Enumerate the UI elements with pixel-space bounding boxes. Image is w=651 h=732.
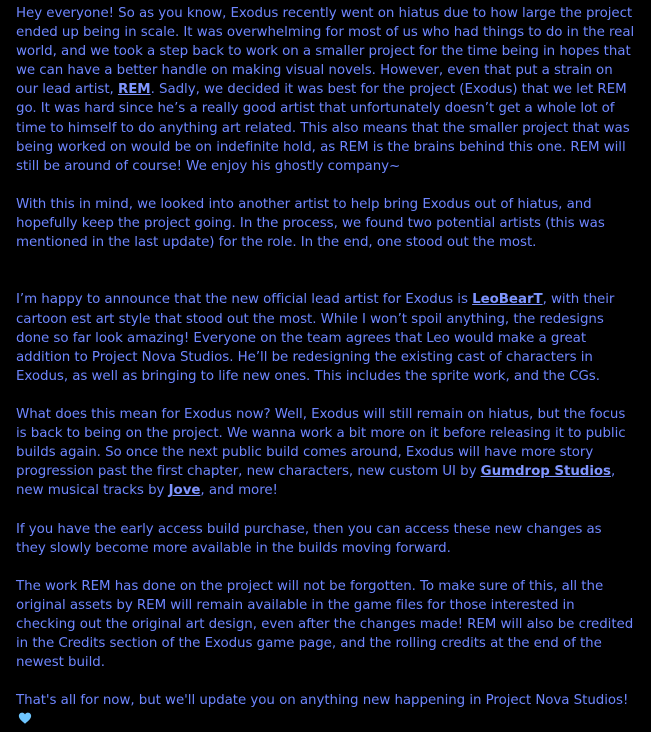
paragraph-4-text-b: , new musical tracks by [16, 464, 616, 499]
paragraph-4-text-c: , and more! [200, 483, 278, 499]
leobeart-link[interactable]: LeoBearT [472, 292, 543, 308]
paragraph-7-text: That's all for now, but we'll update you on anything new happening in Project Nova Studios! [16, 693, 629, 709]
paragraph-1 [16, 4, 635, 176]
gumdrop-studios-link[interactable]: Gumdrop Studios [480, 464, 611, 480]
paragraph-6: The work REM has done on the project will not be forgotten. To make sure of this, all the original assets by REM will remain available in the game files for those interested in checking out the original art design, even after the changes made! REM will also be credited in the Credits section of the Exodus game page, and the rolling credits at the end of the newest build. [16, 578, 634, 671]
paragraph-4 [16, 405, 635, 500]
paragraph-1-text-b: . Sadly, we decided it was best for the project (Exodus) that we let REM go. It was hard since he’s a really good artist that unfortunately doesn’t get a whole lot of time to himself to do anything art related. This also means that the smaller project that was being worked on would be on indefinite hold, as REM is the brains behind this one. REM will still be around of course! We enjoy his ghostly company~ [16, 82, 630, 174]
jove-link[interactable]: Jove [168, 483, 201, 499]
paragraph-4-text-a: What does this mean for Exodus now? Well, Exodus will still remain on hiatus, but the focus is back to being on the project. We wanna work a bit more on it before releasing it to public builds again. So once the next public build comes around, Exodus will have more story progression past the first chapter, new characters, new custom UI by [16, 406, 626, 480]
paragraph-1-text-a: Hey everyone! So as you know, Exodus recently went on hiatus due to how large the project ended up being in scale. It was overwhelming for most of us who had things to do in the real world, and we took a step back to work on a smaller project for the time being in hopes that we can have a better handle on making visual novels. However, even that put a strain on our lead artist, [16, 6, 635, 98]
rem-link[interactable]: REM [117, 82, 151, 98]
paragraph-5: If you have the early access build purchase, then you can access these new changes as they slowly become more available in the builds moving forward. [16, 521, 602, 556]
paragraph-3 [16, 290, 635, 385]
paragraph-7 [16, 691, 635, 729]
paragraph-2: With this in mind, we looked into another artist to help bring Exodus out of hiatus, and hopefully keep the project going. In the process, we found two potential artists (this was mentioned in the last update) for the role. In the end, one stood out the most. [16, 196, 605, 251]
paragraph-3-text-a: I’m happy to announce that the new official lead artist for Exodus is [16, 292, 473, 308]
blue-heart-icon [18, 711, 32, 725]
paragraph-3-text-b: , with their cartoon est art style that stood out the most. While I won’t spoil anything, the redesigns done so far look amazing! Everyone on the team agrees that Leo would make a great addition to Project Nova Studios. He’ll be redesigning the existing cast of characters in Exodus, as well as bringing to life new ones. This includes the sprite work, and the CGs. [16, 292, 615, 384]
